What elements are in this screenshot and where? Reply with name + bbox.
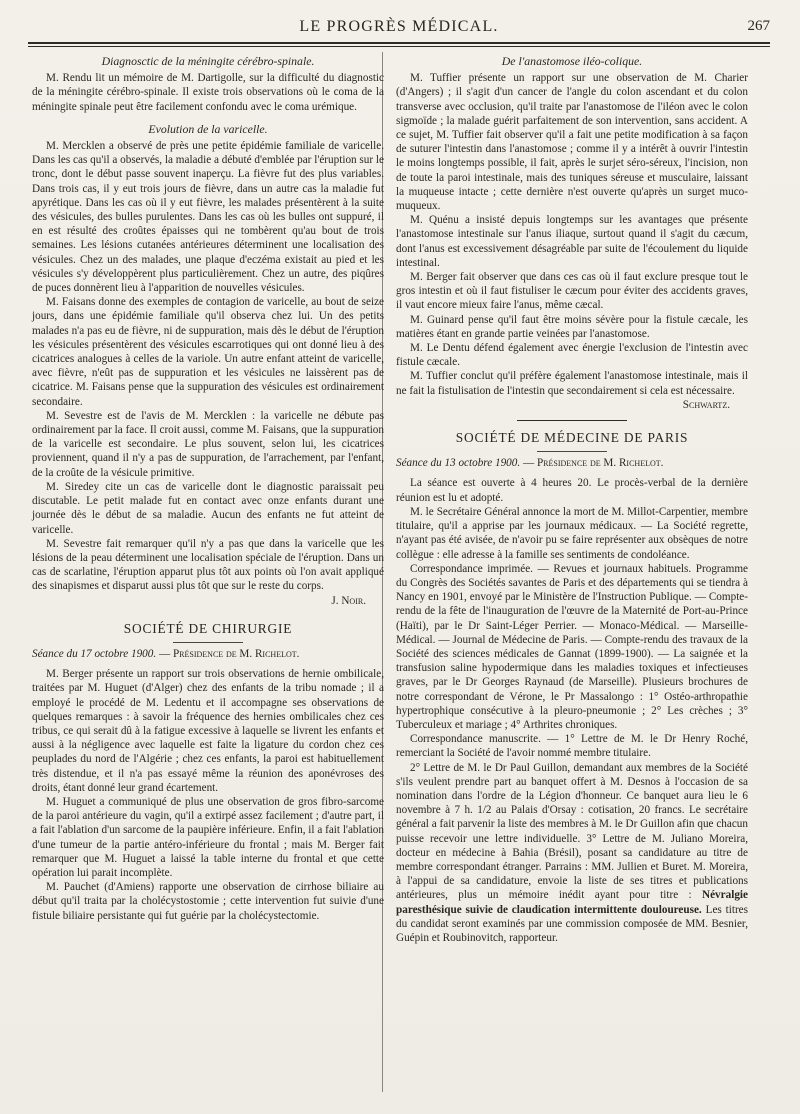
paragraph: La séance est ouverte à 4 heures 20. Le procès-verbal de la dernière réunion est lu et adopté. (396, 477, 748, 504)
paragraph (396, 761, 748, 946)
session-president: — Présidence de M. Richelot. (522, 457, 664, 470)
paragraph: M. Tuffier présente un rapport sur une observation de M. Charier (d'Angers) ; il s'agit d'un cancer de l'angle du colon ascendant et du colon transverse avec occlusion, qu'il traite par l'anastomose de l'iléon avec le colon sigmoïde ; la malade guérit parfaitement de son intervention, sans accident. A ce sujet, M. Tuffier fait observer qu'il a fait une petite modification à sa façon de suturer l'intestin dans l'anastomose ; comme il y a intérêt à ouvrir l'intestin le moins longtemps possible, il fait, après le surjet séro-séreux, l'incision, non de toute la paroi intestinale, mais des tuniques séreuse et musculaire, laissant la muqueuse intacte ; cette dernière n'est ouverte qu'après un surget muco-muqueux. (396, 72, 748, 213)
separator-rule (173, 642, 243, 643)
paragraph: M. Huguet a communiqué de plus une observation de gros fibro-sarcome de la paroi antérieure du vagin, qu'il a extirpé assez facilement ; d'autre part, il a fait l'ablation d'un sarcome de la paupière inférieure. Enfin, il a fait l'ablation d'une tumeur de la partie antéro-inférieure du frontal ; mais M. Berger fait remarquer que M. Huguet a laissé la table interne du frontal et que cette opération lui parait incomplète. (32, 795, 384, 879)
header-rule (28, 42, 770, 47)
separator-rule (537, 451, 607, 452)
society-heading-chirurgie: SOCIÉTÉ DE CHIRURGIE (123, 620, 293, 636)
journal-title: LE PROGRÈS MÉDICAL. (299, 18, 499, 35)
signature: Schwartz. (682, 398, 730, 411)
paragraph: M. Faisans donne des exemples de contagion de varicelle, au bout de seize jours, dans une épidémie familiale qu'il observa chez lui. Un des petits malades n'a pas eu de fièvre, ni de suppuration, mais dès le début de l'éruption les vésicules présentèrent des vésicules escarrotiques qui ont donné lieu à des cicatrices analogues à celles de la variole. Un autre enfant atteint de varicelle, avec fièvre, n'eût pas de suppuration et les vésicules ne laissèrent pas de cicatrice. M. Faisans pense que la suppuration des vésicules est ordinairement secondaire. (32, 296, 384, 408)
left-column (32, 52, 384, 923)
session-date: Séance du 13 octobre 1900. (396, 457, 521, 470)
page-number: 267 (747, 18, 770, 34)
paragraph: M. Siredey cite un cas de varicelle dont le diagnostic paraissait peu discutable. Le petit malade fut en contact avec onze enfants durant une journée dès le début de sa maladie. Aucun des enfants ne fut atteint de varicelle. (32, 480, 384, 536)
session-line (32, 647, 384, 661)
society-heading-medecine: SOCIÉTÉ DE MÉDECINE DE PARIS (455, 430, 689, 446)
paragraph: M. Guinard pense qu'il faut être moins sévère pour la fistule cæcale, les matières étant en grande partie veinées par l'anastomose. (396, 313, 748, 340)
paragraph: M. Berger présente un rapport sur trois observations de hernie ombilicale, traitées par M. Huguet (d'Alger) chez des enfants de la tribu nomade ; il a employé le procédé de M. Ledentu et il accompagne ses observations de quelques remarques : à savoir la fréquence des hernies ombilicales chez ces tribus, ce qui serait dû à la fatigue excessive à laquelle se livrent les enfants et aussi à la négligence avec laquelle est faite la ligature du cordon chez ces peuplades du nord de l'Algérie ; chez ces enfants, la paroi est habituellement très distendue, et il n'a pas essayé même la réunion des aponévroses des droits, étant donné leur grand écartement. (32, 668, 384, 794)
paragraph: M. Sevestre est de l'avis de M. Mercklen : la varicelle ne débute pas ordinairement par la face. Il croit aussi, comme M. Faisans, que la suppuration de la varicelle est secondaire. Le plus souvent, selon lui, les cicatrices proviennent, quand il n'y a pas de suppuration, de l'arrachement, par l'enfant, de la croûte de la vésicule primitive. (32, 409, 384, 479)
paragraph: Correspondance manuscrite. — 1° Lettre de M. le Dr Henry Roché, remerciant la Société de l'avoir nommé membre titulaire. (396, 733, 748, 760)
section-title-anastomose: De l'anastomose iléo-colique. (501, 54, 643, 68)
session-president: — Présidence de M. Richelot. (158, 647, 300, 660)
paragraph: M. Quénu a insisté depuis longtemps sur les avantages que présente l'anastomose intestinale sur l'anus iliaque, surtout quand il s'agit du cæcum, dont l'anus est excessivement désagréable par suite de l'écoulement du liquide intestinal. (396, 214, 748, 269)
right-column (396, 52, 748, 945)
paragraph: M. le Secrétaire Général annonce la mort de M. Millot-Carpentier, membre titulaire, qu'il a apprise par les journaux médicaux. — La Société regrette, n'ayant pas été avisée, de n'avoir pu se faire représenter aux obsèques de notre collègue : elle adresse à la famille ses sentiments de condoléance. (396, 505, 748, 561)
paragraph: M. Mercklen a observé de près une petite épidémie familiale de varicelle. Dans les cas qu'il a observés, la maladie a débuté d'emblée par l'éruption sur le tronc, dont le début passe souvent inaperçu. La fièvre fut des plus variables. Dans trois cas, il y eut trois jours de fièvre, dans un autre cas la maladie fut apyrétique. Dans les cas où il y eut fièvre, les malades présentèrent à la suite des vésicules, des bulles purulentes. Dans les cas où les bulles ont suppuré, il en est résulté des croûtes épaisses qui ne tombèrent qu'au bout de trois semaines. Les lésions cutanées antérieures déterminent une localisation des vésicules. Chez un des malades, une plaque d'eczéma existait au pied et les vésicules s'y développèrent plus particulièrement. Chez un autre, des piqûres de puces donnèrent lieu à l'apparition de nouvelles vésicules. (32, 140, 384, 295)
signature: J. Noir. (331, 594, 366, 607)
separator-rule (517, 420, 627, 421)
paragraph: M. Tuffier conclut qu'il préfère également l'anastomose intestinale, mais il ne fait la fistulisation de l'intestin que secondairement si cela est nécessaire. (396, 370, 748, 397)
running-head (28, 18, 770, 40)
paragraph: M. Rendu lit un mémoire de M. Dartigolle, sur la difficulté du diagnostic de la méningite cérébro-spinale. Il existe trois observations où le coma de la méningite spinale peut être facilement confondu avec le coma urémique. (32, 72, 384, 113)
paragraph-text: 2° Lettre de M. le Dr Paul Guillon, demandant aux membres de la Société s'ils veulent prendre part au banquet offert à M. Desnos à l'occasion de sa nomination dans l'ordre de la Légion d'honneur. Ce banquet aura lieu le 6 novembre à 7 h. 1/2 au Palais d'Orsay : cotisation, 20 francs. Le secrétaire général a fait parvenir la liste des membres à M. le Dr Guillon afin que chacun puisse recevoir une lettre individuelle. 3° Lettre de M. Juliano Moreira, docteur en médecine à Bahia (Brésil), posant sa candidature au titre de membre correspondant étranger. Parrains : MM. Jullien et Buret. M. Moreira, à l'appui de sa candidature, envoie la liste de ses titres et publications antérieures, plus un mémoire inédit ayant pour titre : (396, 761, 748, 902)
paragraph: M. Le Dentu défend également avec énergie l'exclusion de l'intestin avec fistule cæcale. (396, 342, 748, 369)
memoir-title: Névralgie paresthésique suivie de claudication intermittente douloureuse. (396, 889, 748, 916)
section-title-meningite: Diagnosctic de la méningite cérébro-spinale. (101, 54, 315, 68)
paragraph: M. Berger fait observer que dans ces cas où il faut exclure presque tout le gros intestin et où il faut fistuliser le cæcum pour éviter des accidents graves, il vaut encore mieux faire l'anus, même cæcal. (396, 271, 748, 312)
session-date: Séance du 17 octobre 1900. (32, 647, 157, 660)
paragraph: Correspondance imprimée. — Revues et journaux habituels. Programme du Congrès des Sociétés savantes de Paris et des départements qui se tiendra à Nancy en 1901, envoyé par le Ministère de l'Instruction Publique. — Compte-rendu de la fête de l'inauguration de l'œuvre de la Maternité de Port-au-Prince (Haïti), par le Dr Saint-Léger Perrier. — Monaco-Médical. — Marseille-Médical. — Journal de Médecine de Paris. — Compte-rendu des travaux de la Société des sciences médicales de Gannat (1899-1900). — La saignée et la transfusion saline hypodermique dans les maladies toxiques et infectieuses graves, par le Dr Georges Raynaud (de Marseille). Plusieurs brochures de notre correspondant de Vérone, le Pr Massalongo : 1° Ostéo-arthropathie hypertrophique consécutive à la pleuro-pneumonie ; 2° Les crèches ; 3° Tuberculeux et mariage ; 4° Arthrites chroniques. (396, 562, 748, 731)
session-line (396, 456, 748, 470)
paragraph: M. Pauchet (d'Amiens) rapporte une observation de cirrhose biliaire au début qu'il traita par la cholécystostomie ; cette intervention fut suivie d'une fistule biliaire persistante qui fut guérie par la cholécystectomie. (32, 881, 384, 922)
section-title-varicelle: Evolution de la varicelle. (148, 121, 268, 136)
paragraph: M. Sevestre fait remarquer qu'il n'y a pas que dans la varicelle que les lésions de la peau déterminent une localisation spéciale de l'éruption. Dans un cas de scarlatine, l'éruption apparut plus tôt aux points où l'on avait appliqué des sinapismes et disparut aussi plus tôt que sur le reste du corps. (32, 537, 384, 593)
paragraph-text: Les titres du candidat seront examinés par une commission composée de MM. Besnier, Guépin et Roubinovitch, rapporteur. (396, 903, 748, 944)
